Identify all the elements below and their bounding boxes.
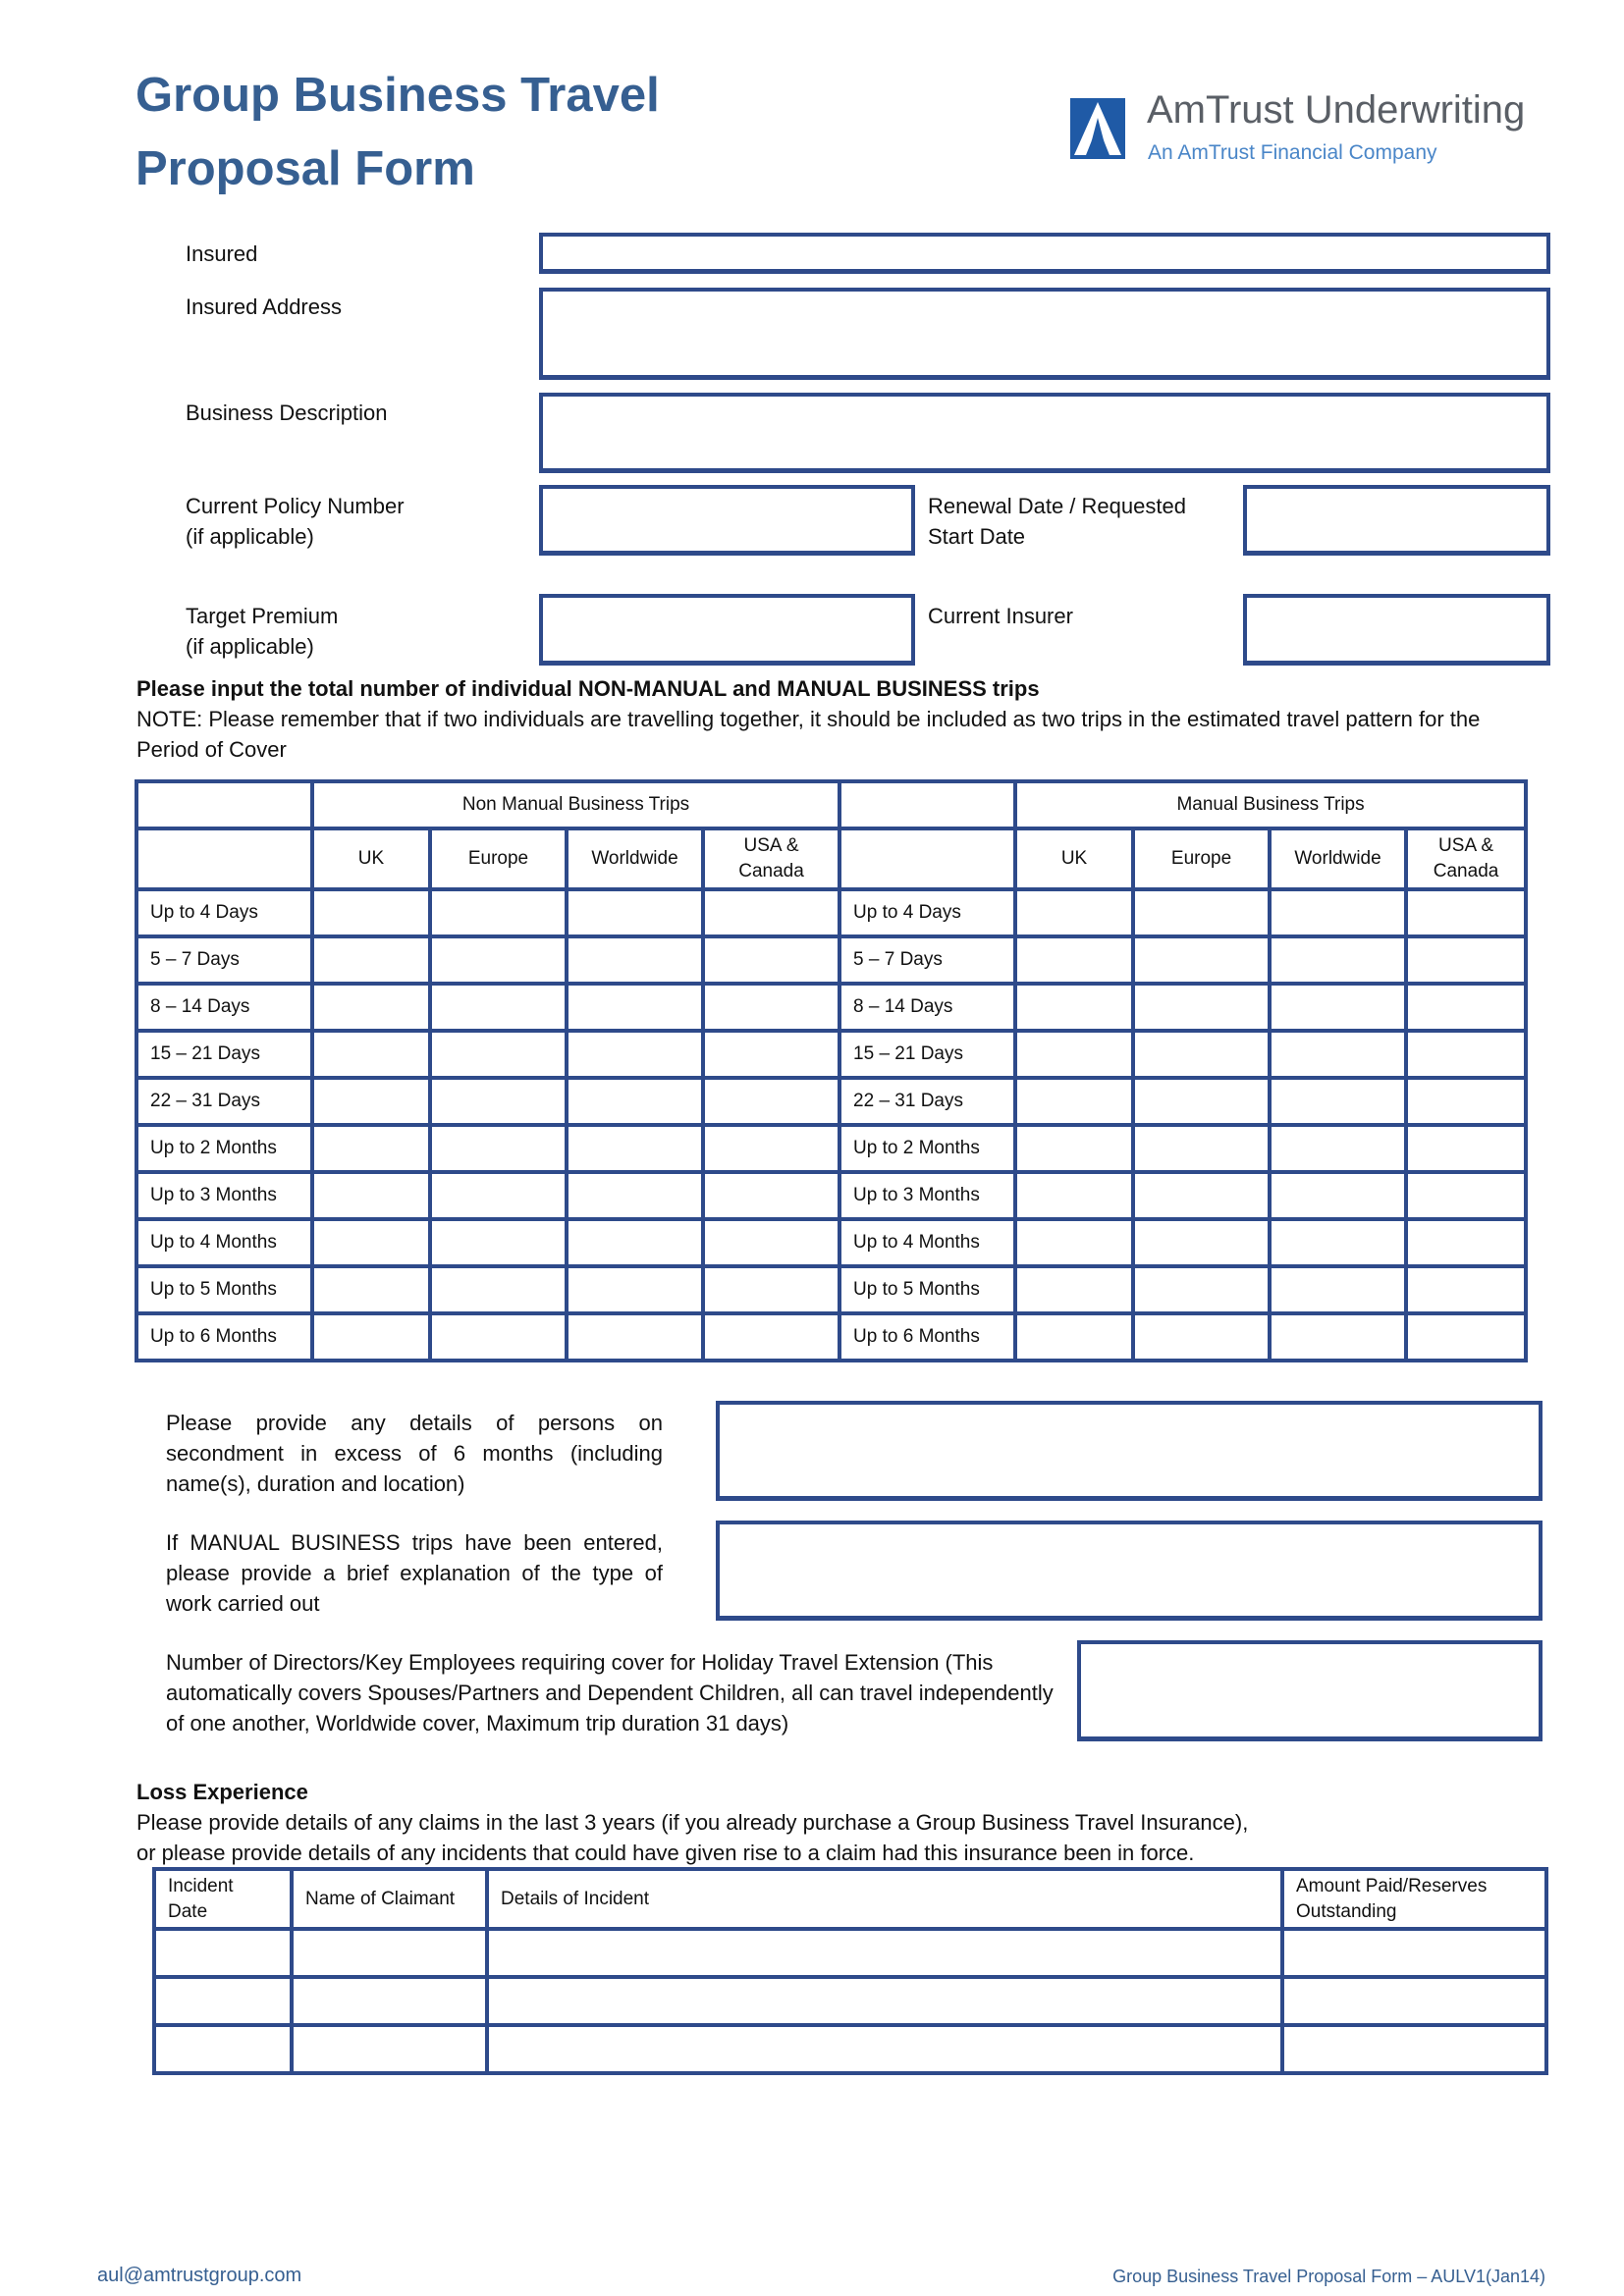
non-manual-europe-cell[interactable] (430, 1313, 567, 1361)
non-manual-row-label: 15 – 21 Days (136, 1031, 312, 1078)
manual-row-label: 15 – 21 Days (839, 1031, 1015, 1078)
amount-line1: Amount Paid/Reserves (1296, 1875, 1488, 1896)
loss-row (154, 1929, 1546, 1977)
insured-address-label: Insured Address (186, 294, 342, 319)
non-manual-europe-cell[interactable] (430, 1125, 567, 1172)
non-manual-uk-cell[interactable] (312, 1078, 430, 1125)
col-header-details: Details of Incident (487, 1869, 1282, 1929)
non-manual-uk-cell[interactable] (312, 1125, 430, 1172)
manual-europe-cell[interactable] (1133, 889, 1270, 936)
manual-worldwide-cell[interactable] (1270, 984, 1406, 1031)
manual-row-label: Up to 5 Months (839, 1266, 1015, 1313)
manual-worldwide-cell[interactable] (1270, 1219, 1406, 1266)
manual-worldwide-cell[interactable] (1270, 1172, 1406, 1219)
column-header-blank (839, 828, 1015, 889)
manual-row-label: Up to 4 Days (839, 889, 1015, 936)
non-manual-worldwide-cell[interactable] (567, 936, 703, 984)
non-manual-usa-canada-cell[interactable] (703, 1313, 839, 1361)
manual-row-label: Up to 4 Months (839, 1219, 1015, 1266)
manual-usa-canada-cell[interactable] (1406, 984, 1526, 1031)
col-header-worldwide: Worldwide (567, 828, 703, 889)
trips-row (136, 984, 1526, 1031)
col-header-amount (1282, 1869, 1546, 1929)
loss-cell-details[interactable] (487, 1977, 1282, 2025)
col-header-worldwide: Worldwide (1270, 828, 1406, 889)
target-premium-label-line1: Target Premium (186, 604, 339, 628)
loss-table (152, 1867, 1548, 2075)
non-manual-worldwide-cell[interactable] (567, 1266, 703, 1313)
policy-number-label-line2: (if applicable) (186, 524, 314, 549)
policy-number-label (186, 491, 405, 552)
title-line-1: Group Business Travel (135, 69, 660, 122)
non-manual-worldwide-cell[interactable] (567, 1031, 703, 1078)
loss-cell-amount[interactable] (1282, 1977, 1546, 2025)
trips-note: NOTE: Please remember that if two individuals are travelling together, it should be included as two trips in the estimated travel pattern for the Period of Cover (136, 707, 1481, 762)
column-header-blank (136, 828, 312, 889)
non-manual-usa-canada-cell[interactable] (703, 1266, 839, 1313)
manual-europe-cell[interactable] (1133, 984, 1270, 1031)
manual-worldwide-cell[interactable] (1270, 1313, 1406, 1361)
renewal-date-label-line2: Start Date (928, 524, 1026, 549)
trips-row (136, 1031, 1526, 1078)
trips-group-header-row (136, 781, 1526, 828)
policy-number-label-line1: Current Policy Number (186, 494, 405, 518)
manual-europe-cell[interactable] (1133, 1172, 1270, 1219)
non-manual-worldwide-cell[interactable] (567, 1172, 703, 1219)
manual-usa-canada-cell[interactable] (1406, 1219, 1526, 1266)
form-title (135, 59, 660, 206)
target-premium-label-line2: (if applicable) (186, 634, 314, 659)
non-manual-row-label: Up to 4 Months (136, 1219, 312, 1266)
non-manual-worldwide-cell[interactable] (567, 1078, 703, 1125)
non-manual-uk-cell[interactable] (312, 1313, 430, 1361)
col-header-claimant: Name of Claimant (292, 1869, 487, 1929)
non-manual-row-label: Up to 6 Months (136, 1313, 312, 1361)
non-manual-usa-canada-cell[interactable] (703, 936, 839, 984)
trips-row (136, 1078, 1526, 1125)
manual-explanation-question: If MANUAL BUSINESS trips have been entered, please provide a brief explanation of the type of work carried out (166, 1530, 663, 1616)
non-manual-uk-cell[interactable] (312, 1172, 430, 1219)
trips-heading: Please input the total number of individual NON-MANUAL and MANUAL BUSINESS trips (136, 676, 1040, 701)
col-header-europe: Europe (430, 828, 567, 889)
insured-field[interactable] (539, 233, 1550, 274)
manual-worldwide-cell[interactable] (1270, 1031, 1406, 1078)
loss-row (154, 1977, 1546, 2025)
group-header-blank (136, 781, 312, 828)
incident-date-line2: Date (168, 1900, 208, 1922)
manual-usa-canada-cell[interactable] (1406, 1313, 1526, 1361)
non-manual-trips-header: Non Manual Business Trips (312, 781, 839, 828)
current-insurer-field[interactable] (1243, 594, 1550, 666)
loss-cell-amount[interactable] (1282, 1929, 1546, 1977)
trips-table (135, 779, 1528, 1362)
business-description-field[interactable] (539, 393, 1550, 473)
loss-row (154, 2025, 1546, 2073)
secondment-question: Please provide any details of persons on secondment in excess of 6 months (including name(s), duration and location) (166, 1411, 663, 1496)
loss-cell-claimant[interactable] (292, 2025, 487, 2073)
amtrust-triangle-icon (1070, 98, 1125, 159)
manual-row-label: Up to 3 Months (839, 1172, 1015, 1219)
non-manual-europe-cell[interactable] (430, 1219, 567, 1266)
manual-usa-canada-cell[interactable] (1406, 1078, 1526, 1125)
manual-usa-canada-cell[interactable] (1406, 1031, 1526, 1078)
directors-question: Number of Directors/Key Employees requiring cover for Holiday Travel Extension (This automatically covers Spouses/Partners and Dependent Children, all can travel independently of one another, Worldwide cover, Maximum trip duration 31 days) (166, 1650, 1054, 1735)
col-header-uk: UK (1015, 828, 1133, 889)
current-insurer-label: Current Insurer (928, 604, 1073, 628)
non-manual-worldwide-cell[interactable] (567, 984, 703, 1031)
policy-number-field[interactable] (539, 485, 915, 556)
non-manual-worldwide-cell[interactable] (567, 889, 703, 936)
non-manual-europe-cell[interactable] (430, 984, 567, 1031)
manual-explanation-field[interactable] (716, 1521, 1543, 1621)
non-manual-europe-cell[interactable] (430, 1266, 567, 1313)
manual-europe-cell[interactable] (1133, 1219, 1270, 1266)
trips-row (136, 889, 1526, 936)
non-manual-usa-canada-cell[interactable] (703, 1125, 839, 1172)
trips-row (136, 936, 1526, 984)
non-manual-uk-cell[interactable] (312, 936, 430, 984)
non-manual-usa-canada-cell[interactable] (703, 984, 839, 1031)
col-header-incident-date (154, 1869, 292, 1929)
directors-field[interactable] (1077, 1640, 1543, 1741)
loss-header-row (154, 1869, 1546, 1929)
manual-uk-cell[interactable] (1015, 889, 1133, 936)
manual-uk-cell[interactable] (1015, 1031, 1133, 1078)
loss-cell-incident-date[interactable] (154, 1977, 292, 2025)
non-manual-europe-cell[interactable] (430, 1172, 567, 1219)
manual-europe-cell[interactable] (1133, 1031, 1270, 1078)
manual-europe-cell[interactable] (1133, 1125, 1270, 1172)
non-manual-worldwide-cell[interactable] (567, 1313, 703, 1361)
manual-usa-canada-cell[interactable] (1406, 1125, 1526, 1172)
manual-uk-cell[interactable] (1015, 1172, 1133, 1219)
logo-subtitle: An AmTrust Financial Company (1148, 141, 1437, 164)
manual-trips-header: Manual Business Trips (1015, 781, 1526, 828)
non-manual-row-label: 22 – 31 Days (136, 1078, 312, 1125)
manual-worldwide-cell[interactable] (1270, 936, 1406, 984)
loss-experience-heading: Loss Experience (136, 1780, 308, 1804)
non-manual-worldwide-cell[interactable] (567, 1219, 703, 1266)
non-manual-uk-cell[interactable] (312, 984, 430, 1031)
loss-cell-details[interactable] (487, 2025, 1282, 2073)
manual-row-label: 8 – 14 Days (839, 984, 1015, 1031)
renewal-date-label-line1: Renewal Date / Requested (928, 494, 1186, 518)
manual-uk-cell[interactable] (1015, 1078, 1133, 1125)
target-premium-label (186, 601, 338, 662)
manual-row-label: 22 – 31 Days (839, 1078, 1015, 1125)
target-premium-field[interactable] (539, 594, 915, 666)
amtrust-logo (1070, 57, 1526, 194)
manual-usa-canada-cell[interactable] (1406, 1172, 1526, 1219)
non-manual-europe-cell[interactable] (430, 936, 567, 984)
manual-row-label: Up to 2 Months (839, 1125, 1015, 1172)
non-manual-usa-canada-cell[interactable] (703, 1031, 839, 1078)
non-manual-worldwide-cell[interactable] (567, 1125, 703, 1172)
manual-uk-cell[interactable] (1015, 936, 1133, 984)
loss-cell-amount[interactable] (1282, 2025, 1546, 2073)
amount-line2: Outstanding (1296, 1900, 1397, 1922)
non-manual-usa-canada-cell[interactable] (703, 1219, 839, 1266)
trips-row (136, 1125, 1526, 1172)
non-manual-row-label: Up to 4 Days (136, 889, 312, 936)
manual-worldwide-cell[interactable] (1270, 889, 1406, 936)
non-manual-usa-canada-cell[interactable] (703, 1172, 839, 1219)
col-header-uk: UK (312, 828, 430, 889)
col-header-usa-canada: USA & Canada (703, 828, 839, 889)
manual-row-label: Up to 6 Months (839, 1313, 1015, 1361)
col-header-europe: Europe (1133, 828, 1270, 889)
non-manual-europe-cell[interactable] (430, 1031, 567, 1078)
non-manual-uk-cell[interactable] (312, 1266, 430, 1313)
secondment-field[interactable] (716, 1401, 1543, 1501)
logo-name: AmTrust Underwriting (1147, 88, 1526, 132)
non-manual-usa-canada-cell[interactable] (703, 1078, 839, 1125)
group-header-blank (839, 781, 1015, 828)
footer-email: aul@amtrustgroup.com (97, 2265, 302, 2286)
loss-cell-details[interactable] (487, 1929, 1282, 1977)
insured-address-field[interactable] (539, 288, 1550, 380)
non-manual-europe-cell[interactable] (430, 1078, 567, 1125)
manual-worldwide-cell[interactable] (1270, 1125, 1406, 1172)
manual-usa-canada-cell[interactable] (1406, 889, 1526, 936)
loss-experience-text-2: or please provide details of any incidents that could have given rise to a claim had this insurance been in force. (136, 1841, 1195, 1865)
manual-uk-cell[interactable] (1015, 1313, 1133, 1361)
renewal-date-field[interactable] (1243, 485, 1550, 556)
footer-form-reference: Group Business Travel Proposal Form – AULV1(Jan14) (1112, 2267, 1545, 2286)
non-manual-uk-cell[interactable] (312, 1031, 430, 1078)
non-manual-uk-cell[interactable] (312, 1219, 430, 1266)
manual-worldwide-cell[interactable] (1270, 1078, 1406, 1125)
business-description-label: Business Description (186, 400, 388, 425)
manual-row-label: 5 – 7 Days (839, 936, 1015, 984)
non-manual-europe-cell[interactable] (430, 889, 567, 936)
manual-usa-canada-cell[interactable] (1406, 1266, 1526, 1313)
incident-date-line1: Incident (168, 1875, 234, 1896)
non-manual-uk-cell[interactable] (312, 889, 430, 936)
loss-cell-claimant[interactable] (292, 1977, 487, 2025)
loss-cell-incident-date[interactable] (154, 2025, 292, 2073)
non-manual-usa-canada-cell[interactable] (703, 889, 839, 936)
non-manual-row-label: Up to 2 Months (136, 1125, 312, 1172)
col-header-usa-canada: USA & Canada (1406, 828, 1526, 889)
trips-row (136, 1172, 1526, 1219)
loss-experience-text-1: Please provide details of any claims in the last 3 years (if you already purchase a Group Business Travel Insurance), (136, 1810, 1249, 1835)
manual-usa-canada-cell[interactable] (1406, 936, 1526, 984)
loss-cell-claimant[interactable] (292, 1929, 487, 1977)
insured-label: Insured (186, 241, 258, 266)
manual-uk-cell[interactable] (1015, 1219, 1133, 1266)
manual-europe-cell[interactable] (1133, 1313, 1270, 1361)
manual-europe-cell[interactable] (1133, 1266, 1270, 1313)
loss-cell-incident-date[interactable] (154, 1929, 292, 1977)
trips-row (136, 1313, 1526, 1361)
manual-europe-cell[interactable] (1133, 936, 1270, 984)
title-line-2: Proposal Form (135, 142, 475, 195)
manual-europe-cell[interactable] (1133, 1078, 1270, 1125)
trips-row (136, 1266, 1526, 1313)
renewal-date-label (928, 491, 1186, 552)
manual-uk-cell[interactable] (1015, 1266, 1133, 1313)
manual-worldwide-cell[interactable] (1270, 1266, 1406, 1313)
manual-uk-cell[interactable] (1015, 984, 1133, 1031)
non-manual-row-label: Up to 5 Months (136, 1266, 312, 1313)
non-manual-row-label: Up to 3 Months (136, 1172, 312, 1219)
non-manual-row-label: 8 – 14 Days (136, 984, 312, 1031)
trips-column-header-row (136, 828, 1526, 889)
trips-row (136, 1219, 1526, 1266)
manual-uk-cell[interactable] (1015, 1125, 1133, 1172)
non-manual-row-label: 5 – 7 Days (136, 936, 312, 984)
